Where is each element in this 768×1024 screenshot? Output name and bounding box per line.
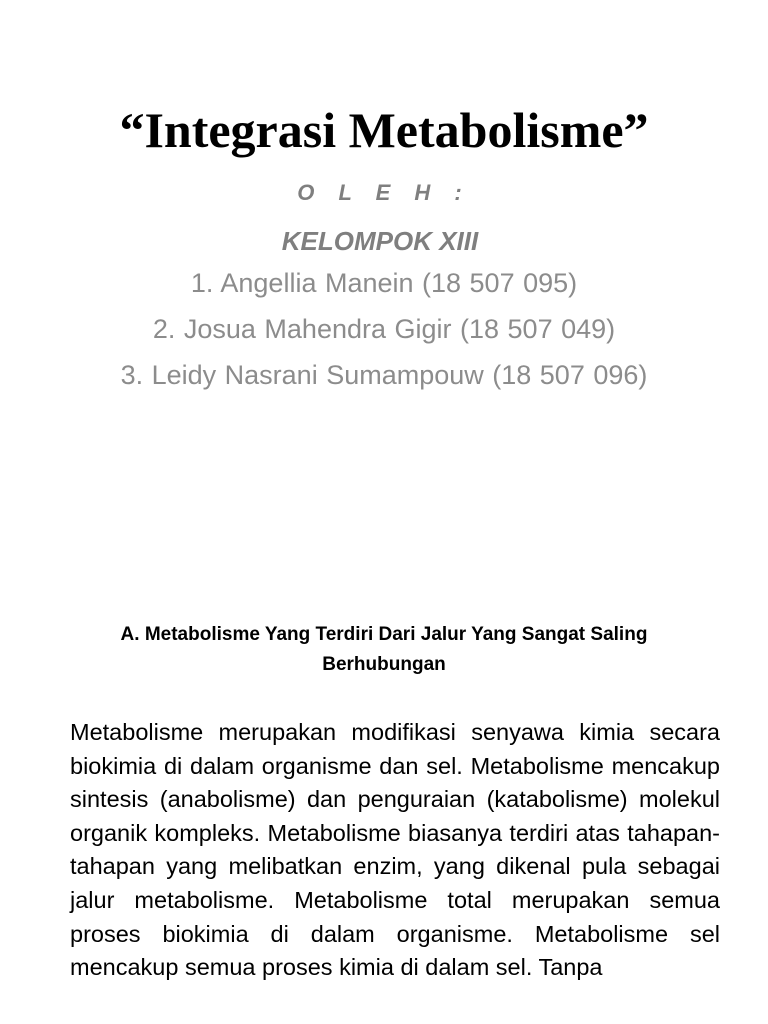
member-item: 3. Leidy Nasrani Sumampouw (18 507 096) <box>120 360 648 390</box>
member-list <box>110 263 658 401</box>
member-item: 1. Angellia Manein (18 507 095) <box>190 268 578 298</box>
author-label: O L E H : <box>297 180 471 205</box>
member-item: 2. Josua Mahendra Gigir (18 507 049) <box>152 314 616 344</box>
document-title: “Integrasi Metabolisme” <box>119 102 649 158</box>
section-heading: A. Metabolisme Yang Terdiri Dari Jalur Yang Sangat Saling Berhubungan <box>120 624 648 675</box>
body-paragraph: Metabolisme merupakan modifikasi senyawa kimia secara biokimia di dalam organisme dan sel. Metabolisme mencakup sintesis (anabolisme) dan penguraian (katabolisme) molekul organik kompleks. Metabolisme biasanya terdiri atas tahapan-tahapan yang melibatkan enzim, yang dikenal pula sebagai jalur metabolisme. Metabolisme total merupakan semua proses biokimia di dalam organisme. Metabolisme sel mencakup semua proses kimia di dalam sel. Tanpa <box>70 719 720 981</box>
group-name: KELOMPOK XIII <box>281 226 479 256</box>
